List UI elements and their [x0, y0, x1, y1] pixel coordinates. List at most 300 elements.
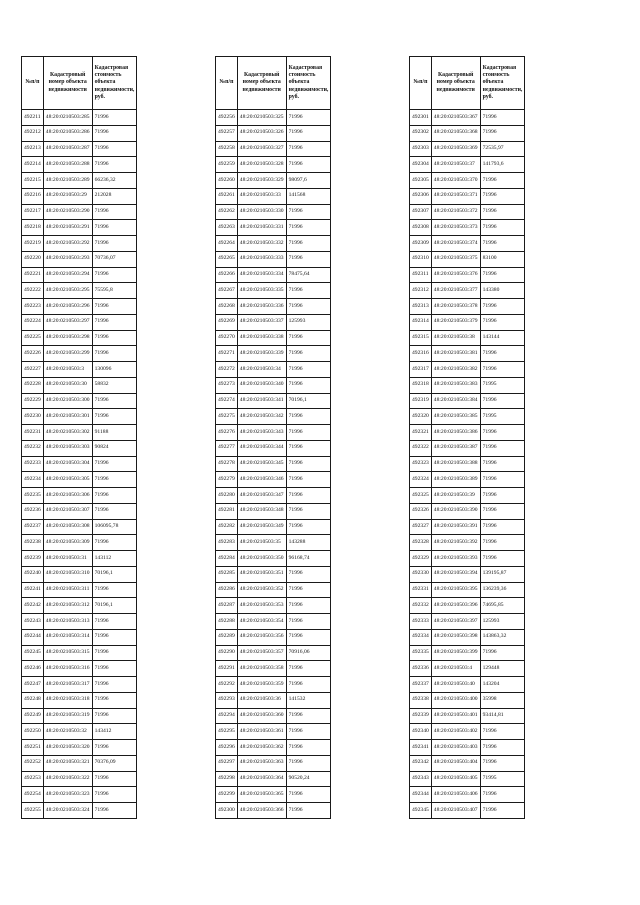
row-number: 492334	[410, 629, 432, 645]
row-number: 492332	[410, 598, 432, 614]
cadastral-number: 48:20:0210503:314	[43, 629, 92, 645]
table-row	[22, 393, 137, 409]
row-number: 492335	[410, 645, 432, 661]
table-row	[22, 220, 137, 236]
cadastral-value: 71996	[92, 692, 137, 708]
table-row	[216, 173, 331, 189]
row-number: 492302	[410, 125, 432, 141]
row-number: 492337	[410, 677, 432, 693]
cadastral-value: 71996	[286, 582, 331, 598]
table-row	[216, 362, 331, 378]
cadastral-value: 71996	[480, 755, 525, 771]
cadastral-value: 71996	[286, 204, 331, 220]
table-row	[216, 157, 331, 173]
table-row	[410, 519, 525, 535]
cadastral-value: 71996	[286, 614, 331, 630]
cadastral-number: 48:20:0210503:363	[237, 755, 286, 771]
table-row	[410, 740, 525, 756]
table-row	[22, 425, 137, 441]
cadastral-number: 48:20:0210503:391	[431, 519, 480, 535]
cadastral-number: 48:20:0210503:35	[237, 535, 286, 551]
row-number: 492282	[216, 519, 238, 535]
row-number: 492340	[410, 724, 432, 740]
header-cadastral-number: Кадастровый номер объекта недвижимости	[43, 57, 92, 110]
cadastral-number: 48:20:0210503:404	[431, 755, 480, 771]
cadastral-value: 129448	[480, 661, 525, 677]
row-number: 492287	[216, 598, 238, 614]
row-number: 492239	[22, 551, 44, 567]
table-row	[22, 283, 137, 299]
table-row	[216, 125, 331, 141]
table-row	[216, 708, 331, 724]
table-row	[410, 614, 525, 630]
header-cadastral-value: Кадастровая стоимость объекта недвижимости, руб.	[92, 57, 137, 110]
row-number: 492217	[22, 204, 44, 220]
table-row	[410, 362, 525, 378]
table-row	[216, 551, 331, 567]
row-number: 492284	[216, 551, 238, 567]
cadastral-value: 71996	[92, 472, 137, 488]
table-row	[22, 598, 137, 614]
cadastral-number: 48:20:0210503:328	[237, 157, 286, 173]
table-row	[22, 236, 137, 252]
row-number: 492326	[410, 503, 432, 519]
header-cadastral-value: Кадастровая стоимость объекта недвижимости, руб.	[480, 57, 525, 110]
table-row	[216, 661, 331, 677]
row-number: 492273	[216, 377, 238, 393]
table-row	[410, 472, 525, 488]
row-number: 492297	[216, 755, 238, 771]
table-row	[22, 803, 137, 819]
table-row	[216, 346, 331, 362]
row-number: 492327	[410, 519, 432, 535]
cadastral-number: 48:20:0210503:378	[431, 299, 480, 315]
cadastral-value: 71996	[480, 236, 525, 252]
row-number: 492233	[22, 456, 44, 472]
row-number: 492212	[22, 125, 44, 141]
row-number: 492267	[216, 283, 238, 299]
table-row	[410, 503, 525, 519]
cadastral-number: 48:20:0210503:38	[431, 330, 480, 346]
row-number: 492278	[216, 456, 238, 472]
table-row	[410, 330, 525, 346]
table-row	[22, 377, 137, 393]
cadastral-number: 48:20:0210503:365	[237, 787, 286, 803]
cadastral-number: 48:20:0210503:302	[43, 425, 92, 441]
row-number: 492243	[22, 614, 44, 630]
table-row	[410, 456, 525, 472]
table-row	[410, 771, 525, 787]
cadastral-number: 48:20:0210503:312	[43, 598, 92, 614]
cadastral-number: 48:20:0210503:292	[43, 236, 92, 252]
cadastral-number: 48:20:0210503:344	[237, 440, 286, 456]
cadastral-value: 71996	[92, 661, 137, 677]
table-row	[410, 283, 525, 299]
cadastral-value: 71996	[286, 110, 331, 126]
cadastral-number: 48:20:0210503:401	[431, 708, 480, 724]
cadastral-value: 71996	[92, 503, 137, 519]
table-row	[410, 251, 525, 267]
table-row	[22, 724, 137, 740]
row-number: 492310	[410, 251, 432, 267]
cadastral-value: 71996	[286, 456, 331, 472]
cadastral-value: 71996	[480, 535, 525, 551]
table-row	[22, 503, 137, 519]
cadastral-value: 71996	[92, 582, 137, 598]
row-number: 492259	[216, 157, 238, 173]
row-number: 492265	[216, 251, 238, 267]
row-number: 492211	[22, 110, 44, 126]
cadastral-number: 48:20:0210503:385	[431, 409, 480, 425]
table-row	[410, 377, 525, 393]
table-row	[216, 771, 331, 787]
cadastral-value: 71996	[286, 503, 331, 519]
row-number: 492236	[22, 503, 44, 519]
cadastral-number: 48:20:0210503:335	[237, 283, 286, 299]
cadastral-number: 48:20:0210503:337	[237, 314, 286, 330]
cadastral-number: 48:20:0210503:322	[43, 771, 92, 787]
cadastral-value: 71996	[92, 220, 137, 236]
table-row	[216, 740, 331, 756]
cadastral-number: 48:20:0210503:31	[43, 551, 92, 567]
cadastral-number: 48:20:0210503:326	[237, 125, 286, 141]
cadastral-number: 48:20:0210503:300	[43, 393, 92, 409]
cadastral-number: 48:20:0210503:286	[43, 125, 92, 141]
row-number: 492339	[410, 708, 432, 724]
row-number: 492237	[22, 519, 44, 535]
cadastral-value: 71996	[480, 188, 525, 204]
cadastral-value: 125993	[286, 314, 331, 330]
cadastral-value: 71996	[286, 488, 331, 504]
table-row	[410, 803, 525, 819]
cadastral-value: 71996	[480, 204, 525, 220]
row-number: 492290	[216, 645, 238, 661]
cadastral-number: 48:20:0210503:369	[431, 141, 480, 157]
cadastral-value: 71996	[286, 803, 331, 819]
row-number: 492251	[22, 740, 44, 756]
table-row	[216, 141, 331, 157]
cadastral-number: 48:20:0210503:338	[237, 330, 286, 346]
cadastral-number: 48:20:0210503:4	[431, 661, 480, 677]
cadastral-value: 71995	[480, 377, 525, 393]
cadastral-value: 71996	[286, 787, 331, 803]
row-number: 492247	[22, 677, 44, 693]
cadastral-value: 71996	[480, 472, 525, 488]
cadastral-value: 71996	[286, 299, 331, 315]
row-number: 492344	[410, 787, 432, 803]
table-row	[22, 141, 137, 157]
row-number: 492272	[216, 362, 238, 378]
cadastral-value: 71996	[92, 409, 137, 425]
table-row	[22, 409, 137, 425]
cadastral-number: 48:20:0210503:399	[431, 645, 480, 661]
cadastral-number: 48:20:0210503:325	[237, 110, 286, 126]
row-number: 492345	[410, 803, 432, 819]
row-number: 492338	[410, 692, 432, 708]
table-row	[22, 173, 137, 189]
cadastral-number: 48:20:0210503:364	[237, 771, 286, 787]
table-row	[410, 551, 525, 567]
cadastral-value: 143380	[480, 283, 525, 299]
row-number: 492329	[410, 551, 432, 567]
cadastral-value: 143288	[286, 535, 331, 551]
row-number: 492244	[22, 629, 44, 645]
cadastral-value: 71996	[92, 787, 137, 803]
cadastral-number: 48:20:0210503:298	[43, 330, 92, 346]
row-number: 492263	[216, 220, 238, 236]
cadastral-number: 48:20:0210503:349	[237, 519, 286, 535]
cadastral-number: 48:20:0210503:386	[431, 425, 480, 441]
cadastral-value: 71996	[92, 677, 137, 693]
row-number: 492266	[216, 267, 238, 283]
cadastral-number: 48:20:0210503:351	[237, 566, 286, 582]
cadastral-value: 71996	[480, 740, 525, 756]
row-number: 492234	[22, 472, 44, 488]
row-number: 492323	[410, 456, 432, 472]
table-row	[22, 677, 137, 693]
cadastral-value: 71995	[480, 771, 525, 787]
cadastral-value: 71996	[480, 519, 525, 535]
row-number: 492288	[216, 614, 238, 630]
cadastral-number: 48:20:0210503:377	[431, 283, 480, 299]
table-row	[22, 157, 137, 173]
cadastral-number: 48:20:0210503:362	[237, 740, 286, 756]
row-number: 492225	[22, 330, 44, 346]
row-number: 492252	[22, 755, 44, 771]
cadastral-number: 48:20:0210503:320	[43, 740, 92, 756]
cadastral-value: 71996	[480, 425, 525, 441]
cadastral-number: 48:20:0210503:32	[43, 724, 92, 740]
cadastral-number: 48:20:0210503:287	[43, 141, 92, 157]
cadastral-value: 71996	[480, 393, 525, 409]
cadastral-number: 48:20:0210503:367	[431, 110, 480, 126]
row-number: 492213	[22, 141, 44, 157]
row-number: 492246	[22, 661, 44, 677]
table-row	[22, 614, 137, 630]
cadastral-value: 71996	[286, 409, 331, 425]
table-row	[216, 220, 331, 236]
cadastral-value: 143144	[480, 330, 525, 346]
cadastral-value: 70916,06	[286, 645, 331, 661]
cadastral-table-2	[215, 56, 331, 819]
table-row	[410, 661, 525, 677]
cadastral-value: 71996	[92, 141, 137, 157]
cadastral-value: 71996	[480, 803, 525, 819]
table-row	[216, 377, 331, 393]
cadastral-value: 70736,07	[92, 251, 137, 267]
cadastral-number: 48:20:0210503:406	[431, 787, 480, 803]
row-number: 492275	[216, 409, 238, 425]
cadastral-table-3	[409, 56, 525, 819]
table-row	[410, 488, 525, 504]
cadastral-number: 48:20:0210503:382	[431, 362, 480, 378]
header-number: №п/п	[22, 57, 44, 110]
table-row	[410, 425, 525, 441]
table-row	[216, 803, 331, 819]
table-row	[22, 440, 137, 456]
table-row	[22, 582, 137, 598]
table-row	[410, 598, 525, 614]
cadastral-number: 48:20:0210503:379	[431, 314, 480, 330]
cadastral-number: 48:20:0210503:342	[237, 409, 286, 425]
cadastral-number: 48:20:0210503:343	[237, 425, 286, 441]
cadastral-number: 48:20:0210503:327	[237, 141, 286, 157]
table-row	[216, 614, 331, 630]
cadastral-value: 71996	[92, 614, 137, 630]
cadastral-number: 48:20:0210503:350	[237, 551, 286, 567]
cadastral-value: 71996	[286, 425, 331, 441]
row-number: 492298	[216, 771, 238, 787]
row-number: 492229	[22, 393, 44, 409]
row-number: 492312	[410, 283, 432, 299]
cadastral-value: 71996	[92, 456, 137, 472]
cadastral-value: 71996	[92, 488, 137, 504]
row-number: 492215	[22, 173, 44, 189]
table-row	[216, 787, 331, 803]
row-number: 492232	[22, 440, 44, 456]
row-number: 492295	[216, 724, 238, 740]
cadastral-value: 71996	[480, 488, 525, 504]
row-number: 492268	[216, 299, 238, 315]
row-number: 492253	[22, 771, 44, 787]
table-row	[410, 629, 525, 645]
row-number: 492306	[410, 188, 432, 204]
cadastral-value: 136239,36	[480, 582, 525, 598]
cadastral-number: 48:20:0210503:330	[237, 204, 286, 220]
cadastral-number: 48:20:0210503:374	[431, 236, 480, 252]
table-header-row	[216, 57, 331, 110]
row-number: 492238	[22, 535, 44, 551]
row-number: 492245	[22, 645, 44, 661]
table-row	[410, 299, 525, 315]
row-number: 492336	[410, 661, 432, 677]
table-row	[410, 708, 525, 724]
cadastral-value: 98097,6	[286, 173, 331, 189]
table-row	[410, 110, 525, 126]
table-row	[22, 362, 137, 378]
table-row	[410, 173, 525, 189]
row-number: 492218	[22, 220, 44, 236]
cadastral-number: 48:20:0210503:313	[43, 614, 92, 630]
row-number: 492241	[22, 582, 44, 598]
cadastral-value: 141793,6	[480, 157, 525, 173]
table-row	[410, 535, 525, 551]
cadastral-number: 48:20:0210503:390	[431, 503, 480, 519]
cadastral-value: 71996	[286, 677, 331, 693]
cadastral-number: 48:20:0210503:334	[237, 267, 286, 283]
cadastral-value: 71996	[92, 236, 137, 252]
row-number: 492260	[216, 173, 238, 189]
cadastral-value: 71996	[92, 708, 137, 724]
table-row	[216, 330, 331, 346]
table-row	[22, 740, 137, 756]
cadastral-number: 48:20:0210503:395	[431, 582, 480, 598]
row-number: 492250	[22, 724, 44, 740]
cadastral-number: 48:20:0210503:303	[43, 440, 92, 456]
row-number: 492276	[216, 425, 238, 441]
row-number: 492343	[410, 771, 432, 787]
row-number: 492322	[410, 440, 432, 456]
cadastral-number: 48:20:0210503:383	[431, 377, 480, 393]
table-row	[22, 771, 137, 787]
cadastral-number: 48:20:0210503:323	[43, 787, 92, 803]
cadastral-value: 71996	[286, 377, 331, 393]
table-row	[216, 110, 331, 126]
cadastral-number: 48:20:0210503:316	[43, 661, 92, 677]
row-number: 492325	[410, 488, 432, 504]
cadastral-number: 48:20:0210503:332	[237, 236, 286, 252]
row-number: 492240	[22, 566, 44, 582]
row-number: 492316	[410, 346, 432, 362]
cadastral-value: 71996	[92, 110, 137, 126]
cadastral-number: 48:20:0210503:394	[431, 566, 480, 582]
table-row	[216, 188, 331, 204]
cadastral-number: 48:20:0210503:371	[431, 188, 480, 204]
row-number: 492286	[216, 582, 238, 598]
cadastral-value: 71996	[92, 645, 137, 661]
cadastral-value: 93414,81	[480, 708, 525, 724]
table-row	[22, 204, 137, 220]
header-cadastral-number: Кадастровый номер объекта недвижимости	[431, 57, 480, 110]
table-row	[216, 566, 331, 582]
cadastral-value: 71996	[286, 519, 331, 535]
cadastral-number: 48:20:0210503:348	[237, 503, 286, 519]
cadastral-number: 48:20:0210503:36	[237, 692, 286, 708]
cadastral-number: 48:20:0210503:336	[237, 299, 286, 315]
row-number: 492318	[410, 377, 432, 393]
table-row	[216, 283, 331, 299]
cadastral-value: 71996	[480, 362, 525, 378]
row-number: 492242	[22, 598, 44, 614]
cadastral-value: 71996	[286, 141, 331, 157]
row-number: 492324	[410, 472, 432, 488]
table-row	[22, 267, 137, 283]
cadastral-value: 71996	[286, 472, 331, 488]
cadastral-value: 71996	[92, 393, 137, 409]
cadastral-value: 130096	[92, 362, 137, 378]
cadastral-number: 48:20:0210503:293	[43, 251, 92, 267]
cadastral-number: 48:20:0210503:29	[43, 188, 92, 204]
row-number: 492274	[216, 393, 238, 409]
cadastral-number: 48:20:0210503:315	[43, 645, 92, 661]
cadastral-value: 71996	[92, 740, 137, 756]
cadastral-value: 71996	[480, 551, 525, 567]
cadastral-value: 71996	[480, 173, 525, 189]
cadastral-number: 48:20:0210503:339	[237, 346, 286, 362]
row-number: 492257	[216, 125, 238, 141]
cadastral-value: 71996	[286, 362, 331, 378]
cadastral-number: 48:20:0210503:340	[237, 377, 286, 393]
cadastral-value: 143204	[480, 677, 525, 693]
table-row	[22, 645, 137, 661]
cadastral-number: 48:20:0210503:352	[237, 582, 286, 598]
cadastral-number: 48:20:0210503:321	[43, 755, 92, 771]
cadastral-value: 71996	[480, 645, 525, 661]
cadastral-number: 48:20:0210503:34	[237, 362, 286, 378]
cadastral-value: 71996	[92, 803, 137, 819]
row-number: 492271	[216, 346, 238, 362]
cadastral-number: 48:20:0210503:402	[431, 724, 480, 740]
cadastral-value: 71996	[92, 204, 137, 220]
cadastral-number: 48:20:0210503:372	[431, 204, 480, 220]
cadastral-number: 48:20:0210503:400	[431, 692, 480, 708]
table-row	[410, 346, 525, 362]
row-number: 492304	[410, 157, 432, 173]
cadastral-value: 71996	[286, 755, 331, 771]
cadastral-number: 48:20:0210503:388	[431, 456, 480, 472]
table-row	[22, 692, 137, 708]
cadastral-number: 48:20:0210503:376	[431, 267, 480, 283]
